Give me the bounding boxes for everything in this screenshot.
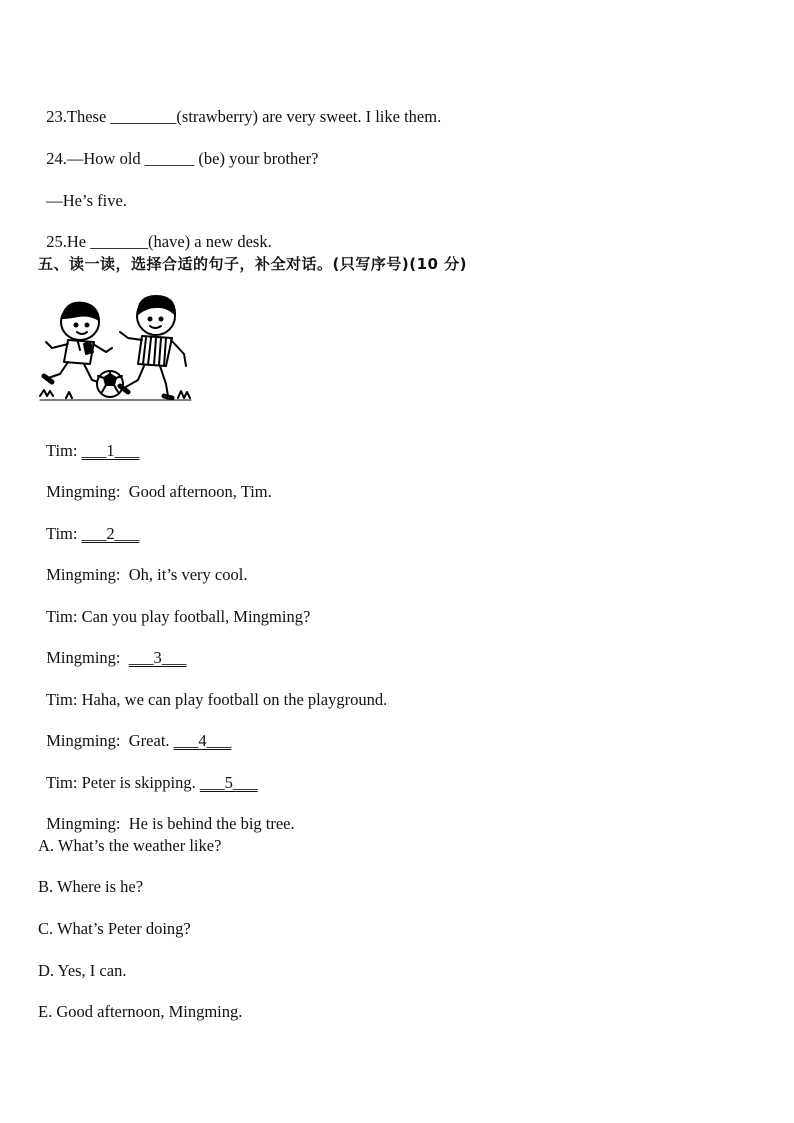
dialogue-text [121, 648, 129, 667]
boys-playing-football-illustration [38, 292, 193, 404]
option-d: D. Yes, I can. [38, 961, 127, 980]
dialogue-text: Great. [120, 731, 174, 750]
answer-blank[interactable]: ___1___ [81, 441, 140, 460]
dialogue-line-4 [38, 545, 247, 585]
question-24 [38, 129, 318, 169]
answer-blank[interactable]: ___3___ [128, 648, 187, 667]
dialogue-line-8 [38, 711, 231, 751]
speaker-name: Mingming: [46, 731, 121, 750]
question-25 [38, 212, 272, 252]
speaker-name: Mingming: [46, 565, 121, 584]
question-text: 23.These [46, 107, 111, 126]
speaker-name: Tim: [45, 524, 78, 543]
question-24-answer [38, 171, 127, 211]
answer-blank[interactable]: ______ [144, 149, 195, 168]
option-e: E. Good afternoon, Mingming. [38, 1002, 243, 1021]
speaker-name: Tim: [45, 607, 78, 626]
dialogue-text: Good afternoon, Tim. [120, 482, 272, 501]
question-text: 24.—How old [46, 149, 145, 168]
question-text: (have) a new desk. [148, 232, 272, 251]
speaker-name: Mingming: [46, 814, 121, 833]
dialogue-line-7 [38, 670, 387, 710]
question-text: —He’s five. [46, 191, 127, 210]
dialogue-line-1 [38, 421, 139, 461]
answer-blank[interactable]: ___4___ [173, 731, 232, 750]
speaker-name: Tim: [45, 441, 78, 460]
question-23 [38, 87, 441, 127]
question-text: 25.He [46, 232, 91, 251]
dialogue-line-2 [38, 462, 272, 502]
speaker-name: Mingming: [46, 482, 121, 501]
question-text: (be) your brother? [194, 149, 319, 168]
speaker-name: Mingming: [46, 648, 121, 667]
dialogue-line-10 [38, 794, 295, 834]
answer-blank[interactable]: ________ [110, 107, 177, 126]
dialogue-line-3 [38, 504, 139, 544]
dialogue-text: Peter is skipping. [77, 773, 200, 792]
dialogue-text: He is behind the big tree. [120, 814, 295, 833]
speaker-name: Tim: [45, 690, 78, 709]
question-text: (strawberry) are very sweet. I like them. [176, 107, 442, 126]
dialogue-line-5 [38, 587, 310, 627]
dialogue-line-6 [38, 628, 187, 668]
answer-blank[interactable]: _______ [90, 232, 148, 251]
dialogue-text: Can you play football, Mingming? [77, 607, 311, 626]
answer-blank[interactable]: ___2___ [81, 524, 140, 543]
speaker-name: Tim: [45, 773, 78, 792]
answer-blank[interactable]: ___5___ [199, 773, 258, 792]
option-c: C. What’s Peter doing? [38, 919, 191, 938]
dialogue-text: Haha, we can play football on the playground. [77, 690, 388, 709]
option-b: B. Where is he? [38, 877, 144, 896]
dialogue-text: Oh, it’s very cool. [120, 565, 248, 584]
dialogue-line-9 [38, 753, 258, 793]
section-heading: 五、读一读，选择合适的句子，补全对话。(只写序号)(10 分) [38, 255, 468, 273]
option-a: A. What’s the weather like? [38, 836, 222, 855]
